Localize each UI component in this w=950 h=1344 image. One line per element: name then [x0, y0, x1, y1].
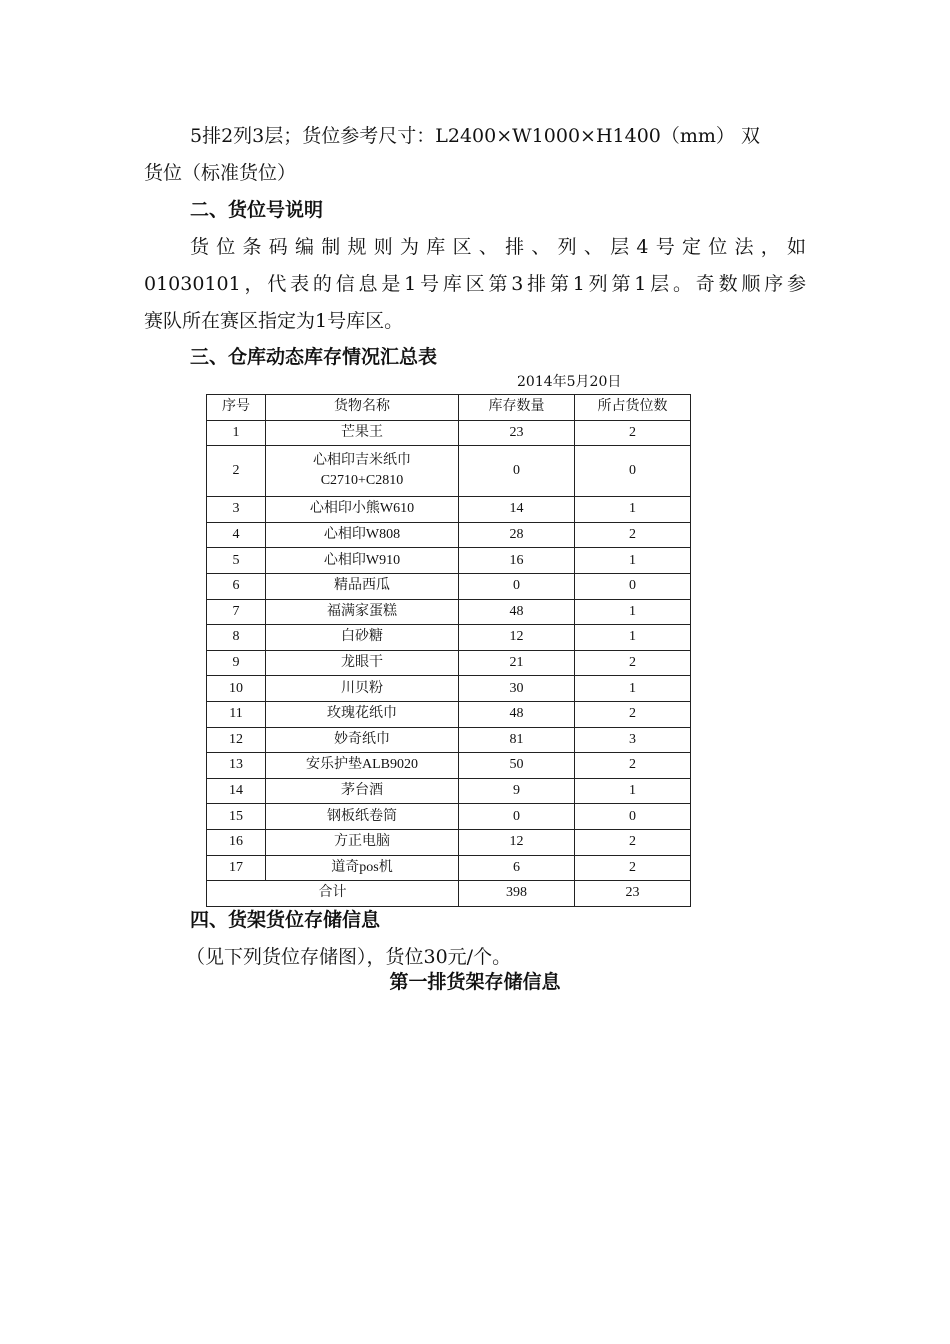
cell-no: 7 [207, 599, 266, 625]
cell-no: 10 [207, 676, 266, 702]
table-row [207, 855, 691, 881]
cell-no: 6 [207, 573, 266, 599]
table-header-row [207, 395, 691, 421]
cell-slots: 2 [575, 829, 691, 855]
table-row [207, 804, 691, 830]
cell-slots: 2 [575, 753, 691, 779]
header-name: 货物名称 [266, 395, 459, 421]
cell-name: 妙奇纸巾 [266, 727, 459, 753]
table-date: 2014年5月20日 [517, 374, 622, 390]
cell-no: 8 [207, 625, 266, 651]
total-qty: 398 [459, 881, 575, 907]
cell-name: 安乐护垫ALB9020 [266, 753, 459, 779]
cell-no: 2 [207, 446, 266, 497]
table-row [207, 753, 691, 779]
cell-no: 17 [207, 855, 266, 881]
cell-qty: 48 [459, 701, 575, 727]
cell-qty: 48 [459, 599, 575, 625]
cell-name: 方正电脑 [266, 829, 459, 855]
total-label: 合计 [207, 881, 459, 907]
cell-slots: 1 [575, 548, 691, 574]
paragraph-barcode-rule-line2: 01030101，代表的信息是1号库区第3排第1列第1层。奇数顺序参 [144, 273, 806, 295]
cell-no: 5 [207, 548, 266, 574]
cell-name: 芒果王 [266, 420, 459, 446]
cell-name: 道奇pos机 [266, 855, 459, 881]
cell-slots: 1 [575, 778, 691, 804]
cell-slots: 1 [575, 676, 691, 702]
header-qty: 库存数量 [459, 395, 575, 421]
cell-slots: 1 [575, 599, 691, 625]
cell-no: 4 [207, 522, 266, 548]
cell-qty: 16 [459, 548, 575, 574]
cell-qty: 9 [459, 778, 575, 804]
paragraph-shelf-spec-line2: 货位（标准货位） [144, 162, 297, 184]
table-row [207, 420, 691, 446]
paragraph-barcode-rule-line3: 赛队所在赛区指定为1号库区。 [144, 310, 404, 332]
section-heading-shelf-storage: 四、货架货位存储信息 [190, 909, 381, 931]
cell-name: 心相印小熊W610 [266, 497, 459, 523]
cell-qty: 0 [459, 446, 575, 497]
cell-no: 13 [207, 753, 266, 779]
table-row [207, 599, 691, 625]
cell-slots: 0 [575, 573, 691, 599]
cell-no: 3 [207, 497, 266, 523]
table-row [207, 625, 691, 651]
cell-name: 川贝粉 [266, 676, 459, 702]
cell-name: 心相印W808 [266, 522, 459, 548]
first-row-shelf-caption: 第一排货架存储信息 [389, 971, 561, 993]
cell-no: 11 [207, 701, 266, 727]
section-heading-inventory-summary: 三、仓库动态库存情况汇总表 [190, 346, 438, 368]
cell-name: 茅台酒 [266, 778, 459, 804]
cell-name: 精品西瓜 [266, 573, 459, 599]
table-row [207, 676, 691, 702]
cell-slots: 2 [575, 522, 691, 548]
cell-slots: 2 [575, 855, 691, 881]
cell-name: 心相印吉米纸巾 C2710+C2810 [266, 446, 459, 497]
cell-name: 心相印W910 [266, 548, 459, 574]
table-row [207, 650, 691, 676]
cell-qty: 28 [459, 522, 575, 548]
total-slots: 23 [575, 881, 691, 907]
cell-slots: 1 [575, 625, 691, 651]
cell-name: 钢板纸卷筒 [266, 804, 459, 830]
cell-no: 1 [207, 420, 266, 446]
cell-qty: 30 [459, 676, 575, 702]
cell-no: 15 [207, 804, 266, 830]
table-row [207, 446, 691, 497]
table-row [207, 727, 691, 753]
cell-qty: 12 [459, 829, 575, 855]
cell-qty: 21 [459, 650, 575, 676]
cell-qty: 6 [459, 855, 575, 881]
cell-qty: 81 [459, 727, 575, 753]
table-row [207, 829, 691, 855]
table-row [207, 573, 691, 599]
cell-slots: 3 [575, 727, 691, 753]
paragraph-storage-note: （见下列货位存储图），货位30元/个。 [186, 946, 512, 968]
table-row [207, 548, 691, 574]
cell-qty: 12 [459, 625, 575, 651]
cell-qty: 0 [459, 573, 575, 599]
table-row [207, 778, 691, 804]
cell-name: 龙眼干 [266, 650, 459, 676]
cell-slots: 0 [575, 446, 691, 497]
cell-slots: 2 [575, 420, 691, 446]
cell-name: 白砂糖 [266, 625, 459, 651]
cell-slots: 0 [575, 804, 691, 830]
paragraph-barcode-rule-line1: 货位条码编制规则为库区、排、列、层4号定位法，如 [190, 236, 806, 258]
table-row [207, 701, 691, 727]
header-slots: 所占货位数 [575, 395, 691, 421]
cell-qty: 0 [459, 804, 575, 830]
cell-slots: 2 [575, 701, 691, 727]
cell-no: 9 [207, 650, 266, 676]
cell-no: 14 [207, 778, 266, 804]
section-heading-slot-number: 二、货位号说明 [190, 199, 324, 221]
cell-slots: 2 [575, 650, 691, 676]
inventory-table [206, 394, 691, 907]
table-total-row [207, 881, 691, 907]
table-row [207, 497, 691, 523]
cell-qty: 14 [459, 497, 575, 523]
cell-name: 福满家蛋糕 [266, 599, 459, 625]
cell-name: 玫瑰花纸巾 [266, 701, 459, 727]
header-no: 序号 [207, 395, 266, 421]
paragraph-shelf-spec-line1: 5排2列3层；货位参考尺寸：L2400×W1000×H1400（mm） 双 [190, 125, 760, 147]
cell-no: 12 [207, 727, 266, 753]
cell-no: 16 [207, 829, 266, 855]
cell-qty: 23 [459, 420, 575, 446]
cell-slots: 1 [575, 497, 691, 523]
cell-qty: 50 [459, 753, 575, 779]
table-row [207, 522, 691, 548]
